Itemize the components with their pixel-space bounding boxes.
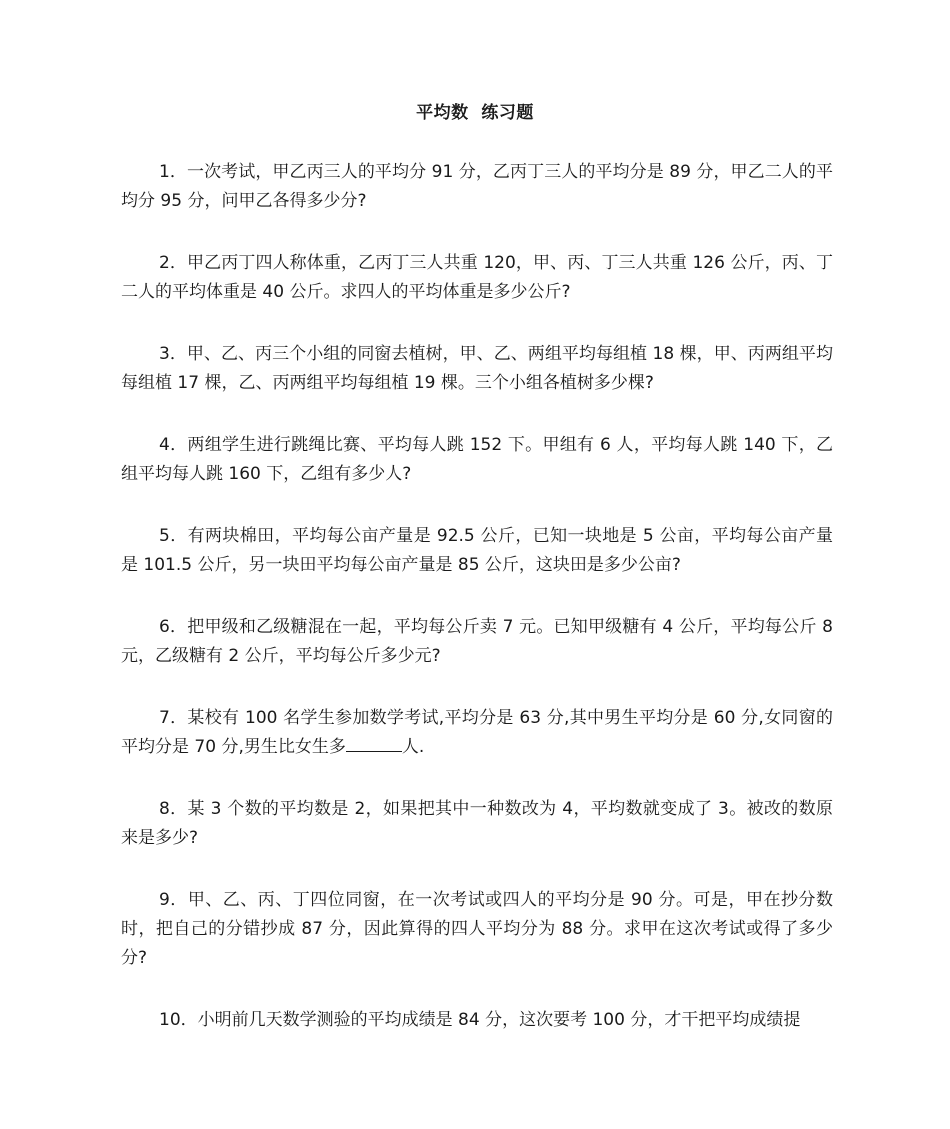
- question-number: 9．: [159, 890, 188, 910]
- question-8: [121, 795, 833, 853]
- question-number: 10．: [159, 1010, 198, 1030]
- question-3: [121, 340, 833, 398]
- question-text: 把甲级和乙级糖混在一起，平均每公斤卖 7 元。已知甲级糖有 4 公斤，平均每公斤 8 元，乙级糖有 2 公斤，平均每公斤多少元?: [121, 617, 833, 666]
- question-7: [121, 704, 833, 762]
- question-number: 1．: [159, 162, 187, 182]
- document-title: 平均数 练习题: [416, 103, 534, 123]
- question-text: 小明前几天数学测验的平均成绩是 84 分，这次要考 100 分，才干把平均成绩提: [197, 1010, 801, 1030]
- question-4: [121, 431, 833, 489]
- question-number: 2．: [159, 253, 188, 273]
- question-text: 有两块棉田，平均每公亩产量是 92.5 公斤，已知一块地是 5 公亩，平均每公亩产量是 101.5 公斤，另一块田平均每公亩产量是 85 公斤，这块田是多少公亩?: [121, 526, 833, 575]
- question-text: 两组学生进行跳绳比赛、平均每人跳 152 下。甲组有 6 人，平均每人跳 140 下，乙组平均每人跳 160 下，乙组有多少人?: [121, 435, 833, 484]
- question-5: [121, 522, 833, 580]
- question-number: 5．: [159, 526, 188, 546]
- question-text: 某校有 100 名学生参加数学考试,平均分是 63 分,其中男生平均分是 60 分,女同窗的平均分是 70 分,男生比女生多: [121, 708, 833, 757]
- answer-blank: [346, 733, 402, 752]
- question-text-end: 人.: [401, 737, 425, 757]
- question-text: 一次考试，甲乙丙三人的平均分 91 分，乙丙丁三人的平均分是 89 分，甲乙二人的平均分 95 分，问甲乙各得多少分?: [121, 162, 833, 211]
- question-1: [121, 158, 833, 216]
- question-6: [121, 613, 833, 671]
- question-9: [121, 886, 833, 973]
- question-number: 8．: [159, 799, 188, 819]
- question-number: 7．: [159, 708, 188, 728]
- question-2: [121, 249, 833, 307]
- question-text: 甲、乙、丙、丁四位同窗，在一次考试或四人的平均分是 90 分。可是，甲在抄分数时，把自己的分错抄成 87 分，因此算得的四人平均分为 88 分。求甲在这次考试或得了多少分?: [121, 890, 833, 968]
- question-list: [121, 158, 833, 1068]
- question-text: 甲乙丙丁四人称体重，乙丙丁三人共重 120，甲、丙、丁三人共重 126 公斤，丙、丁二人的平均体重是 40 公斤。求四人的平均体重是多少公斤?: [121, 253, 833, 302]
- question-number: 4．: [159, 435, 188, 455]
- question-text: 某 3 个数的平均数是 2，如果把其中一种数改为 4，平均数就变成了 3。被改的数原来是多少?: [121, 799, 833, 848]
- question-10: [121, 1006, 833, 1035]
- question-number: 6．: [159, 617, 188, 637]
- question-number: 3．: [159, 344, 187, 364]
- question-text: 甲、乙、丙三个小组的同窗去植树，甲、乙、两组平均每组植 18 棵，甲、丙两组平均每组植 17 棵，乙、丙两组平均每组植 19 棵。三个小组各植树多少棵?: [121, 344, 833, 393]
